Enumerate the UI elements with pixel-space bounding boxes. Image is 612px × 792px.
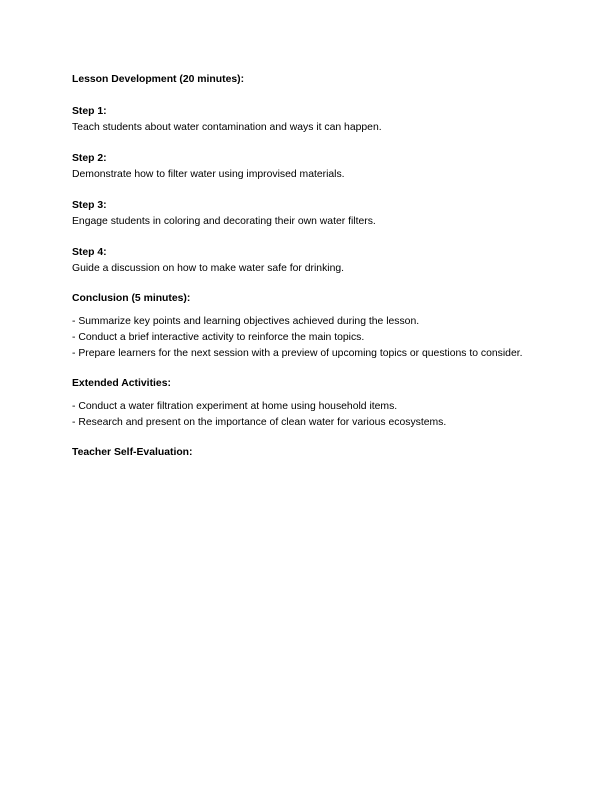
document-page: [72, 72, 540, 461]
extended-activities-list: [72, 399, 540, 431]
step-label: Step 4:: [72, 247, 107, 258]
conclusion-item: - Prepare learners for the next session with a preview of upcoming topics or questions to consider.: [72, 348, 523, 359]
step-label: Step 2:: [72, 153, 107, 164]
extended-activities-heading: Extended Activities:: [72, 378, 171, 389]
step-text: Demonstrate how to filter water using improvised materials.: [72, 169, 345, 180]
step-text: Engage students in coloring and decorating their own water filters.: [72, 216, 376, 227]
conclusion-item: - Summarize key points and learning objectives achieved during the lesson.: [72, 316, 420, 327]
conclusion-heading: Conclusion (5 minutes):: [72, 293, 191, 304]
step-block-4: [72, 245, 540, 277]
extended-activity-item: - Conduct a water filtration experiment at home using household items.: [72, 401, 398, 412]
step-text: Teach students about water contamination and ways it can happen.: [72, 122, 382, 133]
step-text: Guide a discussion on how to make water safe for drinking.: [72, 263, 345, 274]
extended-activity-item: - Research and present on the importance of clean water for various ecosystems.: [72, 417, 447, 428]
conclusion-item: - Conduct a brief interactive activity to reinforce the main topics.: [72, 332, 365, 343]
step-label: Step 3:: [72, 200, 107, 211]
conclusion-list: [72, 314, 540, 362]
lesson-development-heading: Lesson Development (20 minutes):: [72, 74, 245, 85]
step-block-3: [72, 198, 540, 230]
step-label: Step 1:: [72, 106, 107, 117]
teacher-self-evaluation-heading: Teacher Self-Evaluation:: [72, 447, 193, 458]
step-block-2: [72, 151, 540, 183]
step-block-1: [72, 104, 540, 136]
